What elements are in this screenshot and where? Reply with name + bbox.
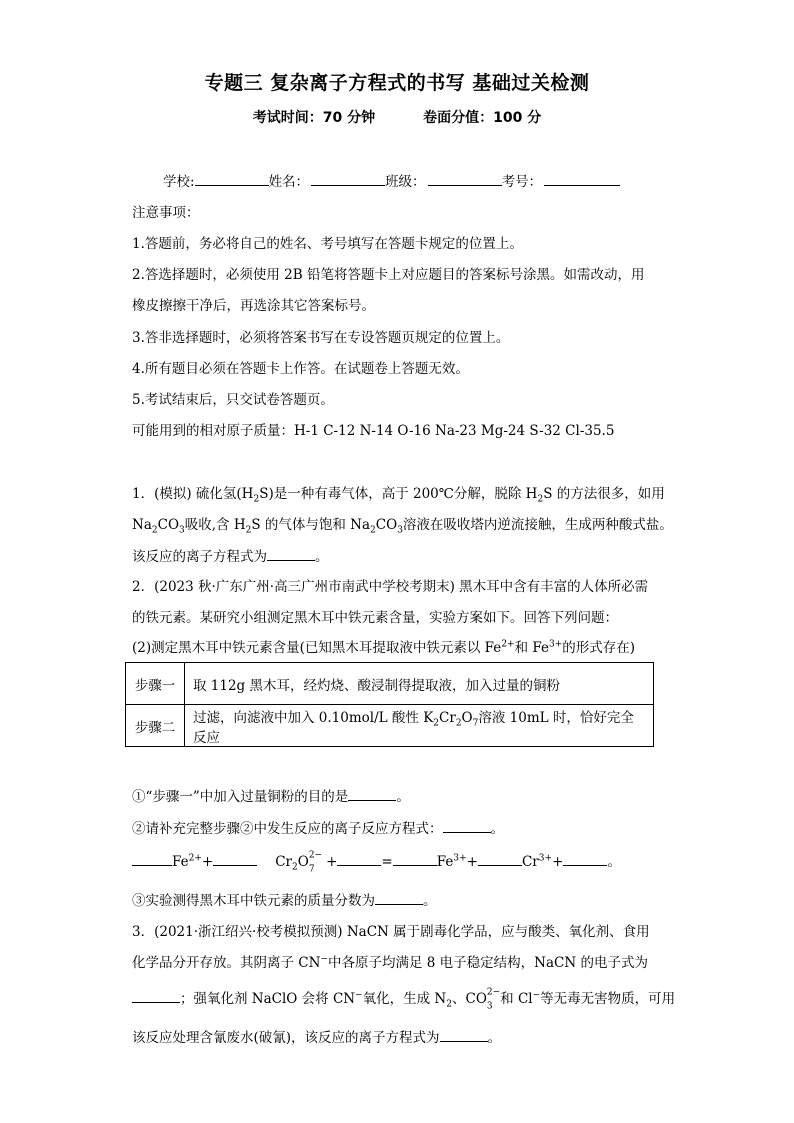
coef-blank[interactable] xyxy=(132,851,172,866)
q2-sub-1: ①“步骤一”中加入过量铜粉的目的是 。 xyxy=(132,786,410,807)
q2-line-3: (2)测定黑木耳中铁元素含量(已知黑木耳提取液中铁元素以 $Fe^{2+}$和 $Fe^{3+}$的形式存在) xyxy=(132,639,636,656)
notice-item: 橡皮擦擦干净后，再选涂其它答案标号。 xyxy=(132,298,375,314)
exam-score: 卷面分值：100 分 xyxy=(423,110,542,126)
id-blank[interactable] xyxy=(544,171,620,186)
notice-item: 2.答选择题时，必须使用 2B 铅笔将答题卡上对应题目的答案标号涂黑。如需改动，用 xyxy=(132,267,645,283)
q2-answer-blank-2[interactable] xyxy=(443,818,491,833)
table-row xyxy=(126,663,654,705)
steps-table xyxy=(125,662,654,747)
table-row xyxy=(126,705,654,747)
notice-item: 1.答题前，务必将自己的姓名、考号填写在答题卡规定的位置上。 xyxy=(132,236,523,252)
q3-line-2: 化学品分开存放。其阴离子 CN−中各原子均满足 8 电子稳定结构，NaCN 的电子式为 xyxy=(132,954,648,971)
id-label: 考号： xyxy=(501,174,543,190)
coef-blank[interactable] xyxy=(337,851,381,866)
coef-blank[interactable] xyxy=(478,851,522,866)
notice-item: 5.考试结束后，只交试卷答题页。 xyxy=(132,392,334,408)
q3-answer-blank-1[interactable] xyxy=(132,988,180,1003)
q1-line-3: 该反应的离子方程式为 。 xyxy=(132,546,329,567)
q3-line-1: 3．(2021·浙江绍兴·校考模拟预测) NaCN 属于剧毒化学品，应与酸类、氧化剂、食用 xyxy=(132,924,650,940)
q2-line-2: 的铁元素。某研究小组测定黑木耳中铁元素含量，实验方案如下。回答下列问题： xyxy=(132,610,618,626)
step-label: 步骤二 xyxy=(126,705,185,747)
school-blank[interactable] xyxy=(195,171,269,186)
coef-blank[interactable] xyxy=(563,851,607,866)
step-label: 步骤一 xyxy=(126,663,185,705)
step-text: 取 112g 黑木耳，经灼烧、酸浸制得提取液，加入过量的铜粉 xyxy=(185,663,654,705)
name-label: 姓名： xyxy=(268,174,310,190)
q2-line-1: 2．(2023 秋·广东广州·高三广州市南武中学校考期末) 黑木耳中含有丰富的人体所必需 xyxy=(132,579,649,595)
student-info-line xyxy=(163,171,620,192)
school-label: 学校: xyxy=(163,174,195,190)
q1-answer-blank[interactable] xyxy=(267,546,315,561)
coef-blank[interactable] xyxy=(213,851,257,866)
atomic-masses: 可能用到的相对原子质量：H-1 C-12 N-14 O-16 Na-23 Mg-24 S-32 Cl-35.5 xyxy=(132,423,615,439)
q3-line-4: 该反应处理含氰废水(破氰)，该反应的离子方程式为 。 xyxy=(132,1027,501,1048)
exam-meta xyxy=(0,107,794,127)
q1-line-2: $Na_2CO_3$吸收,含 $H_2S$ 的气体与饱和 $Na_2CO_3$溶液在吸收塔内逆流接触，生成两种酸式盐。 xyxy=(132,517,673,536)
q2-sub-2: ②请补充完整步骤②中发生反应的离子反应方程式： 。 xyxy=(132,818,504,839)
name-blank[interactable] xyxy=(311,171,385,186)
notice-heading: 注意事项： xyxy=(132,205,200,221)
notice-item: 3.答非选择题时，必须将答案书写在专设答题页规定的位置上。 xyxy=(132,330,510,346)
q3-answer-blank-2[interactable] xyxy=(440,1027,488,1042)
q3-line-3: ；强氧化剂 NaClO 会将 CN−氧化，生成 $N_2$、$CO^{2-}$ $_3$ 和 Cl−等无毒无害物质，可用 xyxy=(132,988,675,1009)
step-text: 过滤，向滤液中加入 0.10mol/L 酸性 $K_2Cr_2O_7$溶液 10mL 时，恰好完全反应 xyxy=(185,705,654,747)
q2-equation: $Fe^{2+}+ Cr_2O^{2-}$ $_7$ + = $Fe^{3+}+ Cr^{3+}+$ 。 xyxy=(132,851,621,872)
q2-sub-3: ③实验测得黑木耳中铁元素的质量分数为 。 xyxy=(132,890,437,911)
exam-time: 考试时间：70 分钟 xyxy=(252,110,376,126)
class-blank[interactable] xyxy=(428,171,502,186)
q2-answer-blank-3[interactable] xyxy=(375,890,423,905)
class-label: 班级： xyxy=(385,174,426,190)
notice-item: 4.所有题目必须在答题卡上作答。在试题卷上答题无效。 xyxy=(132,361,469,377)
page-title: 专题三 复杂离子方程式的书写 基础过关检测 xyxy=(204,72,590,94)
q2-answer-blank-1[interactable] xyxy=(348,786,396,801)
coef-blank[interactable] xyxy=(393,851,437,866)
q1-line-1: 1．(模拟) 硫化氢$(H_2S)$是一种有毒气体，高于 200℃分解，脱除 $H_2S$ 的方法很多，如用 xyxy=(132,486,665,505)
